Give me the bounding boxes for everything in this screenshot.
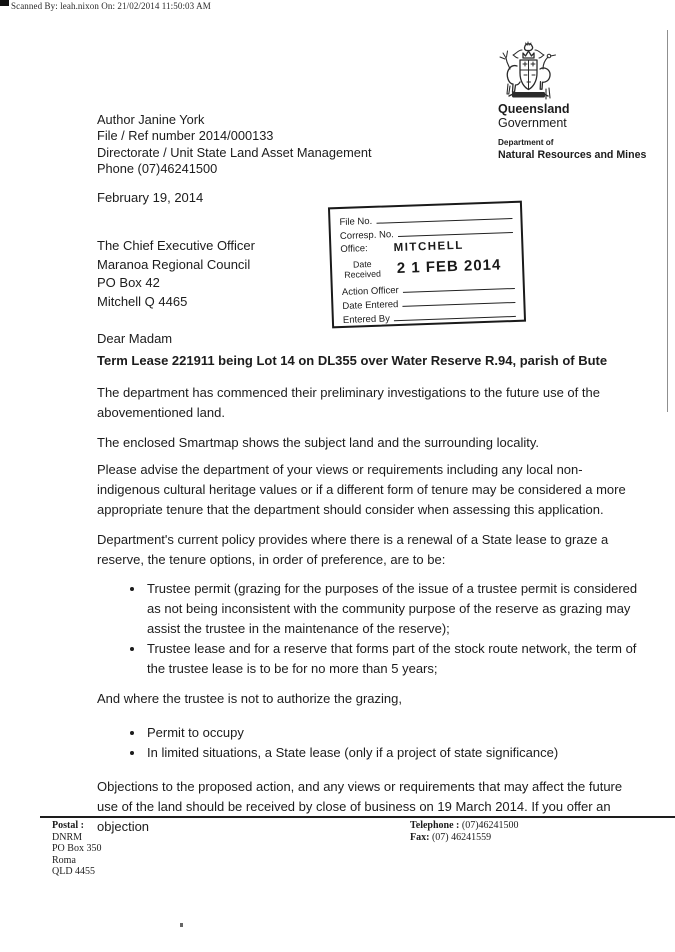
fax-label: Fax: <box>410 832 430 843</box>
telephone-line <box>410 820 519 832</box>
paragraph: Objections to the proposed action, and any views or requirements that may affect the future use of the land should be received by close of business on 19 March 2014. If you offer an objection <box>97 779 623 834</box>
list-item: • In limited situations, a State lease (only if a project of state significance) <box>145 743 642 763</box>
author-line: Author Janine York <box>97 112 205 127</box>
date-received-stamp-value: 2 1 FEB 2014 <box>396 256 502 278</box>
date-entered-label: Date Entered <box>342 299 399 312</box>
directorate-line: Directorate / Unit State Land Asset Management <box>97 144 372 160</box>
footer-contact-block <box>410 820 519 844</box>
paragraph: Please advise the department of your views or requirements including any local non-indigenous cultural heritage values or if a different form of tenure may be considered a more appropriate tenure that the department should consider when assessing this application. <box>97 462 626 517</box>
paragraph: And where the trustee is not to authorize the grazing, <box>97 691 402 706</box>
fax-line <box>410 832 519 844</box>
queensland-coat-of-arms-icon <box>487 36 569 104</box>
paragraph: Department's current policy provides where there is a renewal of a State lease to graze a reserve, the tenure options, in order of preference, are to be: <box>97 532 609 567</box>
office-label: Office: <box>340 243 368 256</box>
author-details-block <box>97 112 372 178</box>
scan-edge-artifact <box>667 30 669 412</box>
fax-value: (07) 46241559 <box>431 832 492 843</box>
scan-speck-artifact <box>180 923 183 927</box>
recipient-line: PO Box 42 <box>97 275 160 291</box>
entered-by-blank-line <box>394 316 516 321</box>
postal-label: Postal : <box>52 820 84 831</box>
department-title: Natural Resources and Mines <box>498 149 647 161</box>
salutation: Dear Madam <box>97 331 173 346</box>
date-received-label: Date Received <box>344 258 382 280</box>
alternative-options-list <box>97 723 642 763</box>
received-stamp-box <box>328 201 526 329</box>
office-stamp-value: MITCHELL <box>393 239 464 254</box>
letter-body <box>97 329 642 837</box>
government-label: Government <box>498 116 567 130</box>
action-officer-label: Action Officer <box>341 285 399 298</box>
postal-line: DNRM <box>52 831 83 843</box>
file-ref-line: File / Ref number 2014/000133 <box>97 128 274 144</box>
postal-line: Roma <box>52 854 76 866</box>
phone-line: Phone (07)46241500 <box>97 161 218 177</box>
footer-divider <box>40 816 675 818</box>
recipient-line: Maranoa Regional Council <box>97 256 251 272</box>
paragraph: The enclosed Smartmap shows the subject land and the surrounding locality. <box>97 435 540 450</box>
file-no-label: File No. <box>339 215 373 229</box>
corresp-no-label: Corresp. No. <box>339 229 394 243</box>
telephone-label: Telephone : <box>410 820 460 831</box>
postal-line: QLD 4455 <box>52 866 96 878</box>
entered-by-label: Entered By <box>342 313 391 326</box>
subject-line: Term Lease 221911 being Lot 14 on DL355 over Water Reserve R.94, parish of Bute <box>97 353 608 368</box>
queensland-government-wordmark <box>498 102 570 130</box>
recipient-address-block <box>97 237 255 311</box>
postal-line: PO Box 350 <box>52 843 102 855</box>
tenure-options-list <box>97 579 642 679</box>
recipient-line: The Chief Executive Officer <box>97 238 255 253</box>
paragraph: The department has commenced their preliminary investigations to the future use of the abovementioned land. <box>97 385 600 420</box>
scan-header-note: Scanned By: leah.nixon On: 21/02/2014 11:50:03 AM <box>11 1 211 11</box>
recipient-line: Mitchell Q 4465 <box>97 293 188 309</box>
list-item: • Permit to occupy <box>145 723 642 743</box>
letter-date: February 19, 2014 <box>97 190 204 205</box>
telephone-value: (07)46241500 <box>461 820 519 831</box>
scan-corner-artifact <box>0 0 9 6</box>
department-name-block <box>498 137 646 161</box>
queensland-label: Queensland <box>498 102 570 116</box>
list-item: • Trustee lease and for a reserve that forms part of the stock route network, the term of the trustee lease is to be for no more than 5 years; <box>145 639 642 679</box>
department-of-label: Department of <box>498 138 554 147</box>
list-item: • Trustee permit (grazing for the purposes of the issue of a trustee permit is considered as not being inconsistent with the community purpose of the reserve as grazing may assist the trustee in the maintenance of the reserve); <box>145 579 642 639</box>
footer-postal-block <box>52 820 101 878</box>
